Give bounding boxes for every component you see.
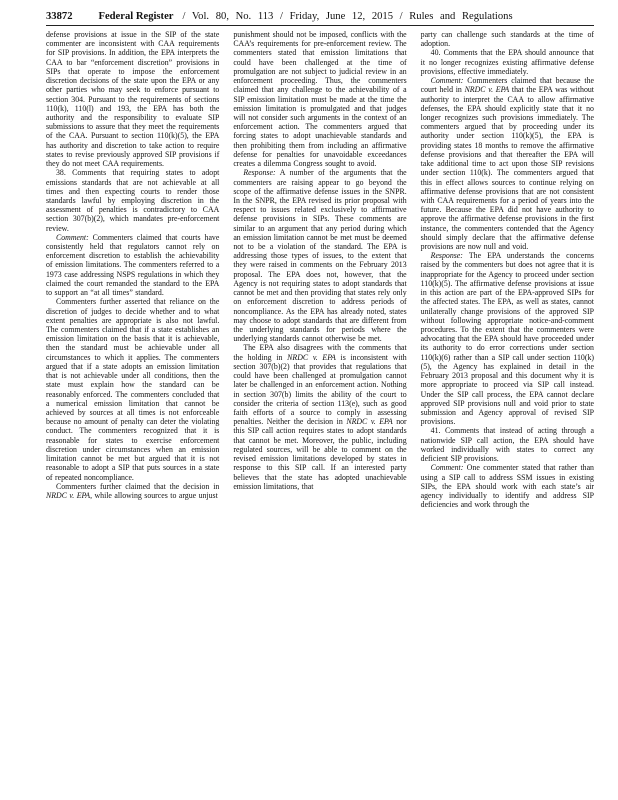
paragraph <box>421 426 594 463</box>
journal-title: Federal Register <box>98 10 174 22</box>
text-run: One commenter stated that rather than using a SIP call to address SSM issues in existing SIPs, the EPA should work with each state’s air agency individually to identify and address SIP deficiencies and work through the <box>420 463 594 510</box>
paragraph <box>46 30 219 168</box>
paragraph <box>421 48 594 76</box>
page-header <box>46 6 594 26</box>
italic-run: Comment: <box>430 463 464 473</box>
text-column-2 <box>233 30 406 794</box>
italic-run: Comment: <box>430 76 464 86</box>
text-run: The EPA also disagrees with the comments that the holding in <box>233 343 407 362</box>
text-run: The EPA understands the concerns raised by the commenters but does not agree that it is inappropriate for the Agency to proceed under section 110(k)(5). The affirmative defense provisions at issue in this action are part of the EPA-approved SIPs for the affected states. The EPA, as well as states, cannot unilaterally change provisions of the approved SIP without following appropriate notice-and-comment procedures. To the extent that the commenters were advocating that the EPA should have proceeded under its authority to do error corrections under section 110(k)(6) rather than a SIP call under section 110(k)(5), the Agency has explained in detail in the February 2013 proposal and this document why it is more appropriate to proceed via SIP call instead. Under the SIP call process, the EPA cannot declare approved SIP provisions null and void prior to state submission and Agency approval of revised SIP provisions. <box>420 251 594 427</box>
text-run: 41. Comments that instead of acting through a nationwide SIP call action, the EPA should have worked individually with states to correct any deficient SIP provisions. <box>420 426 594 464</box>
header-rule <box>46 25 594 26</box>
paragraph <box>46 168 219 233</box>
text-run: A number of the arguments that the commenters are raising appear to go beyond the scope of the affirmative defense issues in the SNPR. In the SNPR, the EPA revised its prior proposal with respect to issues related exclusively to affirmative defense provisions in SIPs. These comments are similar to an argument that any period during which an emission limitation cannot be met must be deemed not to be a violation of the standard. The EPA is addressing those types of issues, to the extent that they were raised in comments on the February 2013 proposal. The EPA does not, however, that the Agency is not requiring states to adopt standards that cannot be met and then providing that states rely only on enforcement discretion to address periods of noncompliance. As the EPA has already noted, states may choose to adopt standards that are different from the underlying standards for periods where the underlying standards cannot otherwise be met. <box>233 168 407 344</box>
text-run: Commenters claimed that because the court held in <box>420 76 594 95</box>
page-number: 33872 <box>46 10 73 22</box>
italic-run: NRDC v. EPA, <box>46 490 93 500</box>
text-column-1 <box>46 30 219 794</box>
paragraph <box>233 168 406 343</box>
text-run: Commenters claimed that courts have consistently held that regulators cannot rely on enforcement discretion to establish the achievability of emission limitations. The commenters referred to a 1973 case addressing NSPS regulations in which they claimed the court remanded the standard to the EPA to support an “at all times” standard. <box>46 232 220 298</box>
italic-run: NRDC v. EPA <box>464 85 510 95</box>
body-columns <box>46 30 594 794</box>
paragraph <box>46 297 219 481</box>
paragraph <box>421 251 594 426</box>
paragraph <box>46 482 219 500</box>
text-run: 40. Comments that the EPA should announce that it no longer recognizes existing affirmative defense provisions, effective immediately. <box>420 48 594 76</box>
paragraph <box>233 30 406 168</box>
text-run: while allowing sources to argue unjust <box>92 490 218 500</box>
paragraph <box>421 30 594 48</box>
italic-run: Response: <box>430 251 463 261</box>
italic-run: NRDC v. EPA <box>287 352 336 362</box>
text-run: is inconsistent with section 307(b)(2) that provides that regulations that could have been challenged at promulgation cannot later be challenged in an enforcement action. Nothing in section 307(b) limits the ability of the court to consider the criteria of section 113(e), such as good faith efforts of a source to comply in assessing penalties. Neither the decision in <box>233 352 407 427</box>
italic-run: Response: <box>243 168 276 178</box>
paragraph <box>233 343 406 491</box>
text-run: Commenters further asserted that reliance on the discretion of judges to decide whether and to what extent penalties are appropriate is also not lawful. The commenters claimed that if a state establishes an emission limitation on the basis that it is achievable, then the standard must be achievable under all circumstances to which it applies. The commenters argued that if a state adopts an emission limitation that is not achievable under all conditions, then the state must explain how the standard can be reasonably enforced. The commenters concluded that a numerical emission limitation that cannot be achieved by sources at all times is not enforceable because no amount of penalty can deter the violating conduct. The commenters recognized that it is reasonable for states to exercise enforcement discretion under circumstances when an emission limitation cannot be met but argued that it is not reasonable to adopt a SIP that puts sources in a state of repeated noncompliance. <box>46 297 220 482</box>
text-run: punishment should not be imposed, conflicts with the CAA’s requirements for pre-enforcement review. The commenters stated that emission limitations that could have been challenged at the time of promulgation are not subject to judicial review in an enforcement proceeding. Thus, the commenters claimed that any challenge to the achievability of a SIP emission limitation must be made at the time the emission limitation is promulgated and that judges will not consider such arguments in the context of an enforcement action. The commenters argued that forcing states to adopt unachievable standards and then prohibiting them from including an affirmative defense for penalties for unavoidable exceedances creates a dilemma Congress sought to avoid. <box>233 30 407 169</box>
issue-details: / Vol. 80, No. 113 / Friday, June 12, 2015 / Rules and Regulations <box>182 10 513 22</box>
text-run: nor this SIP call action requires states to adopt standards that cannot be met. Moreover, the public, including regulated sources, will be able to comment on the revised emission limitations developed by states in response to this SIP call. If an interested party believes that the state has adopted unachievable emission limitations, that <box>233 417 407 491</box>
italic-run: NRDC v. EPA <box>346 417 393 427</box>
text-run: Commenters further claimed that the decision in <box>56 481 220 491</box>
paragraph <box>421 76 594 251</box>
text-column-3 <box>421 30 594 794</box>
text-run: that the EPA was without authority to interpret the CAA to allow affirmative defenses, the EPA should explicitly state that it no longer recognizes such provisions immediately. The commenters argued that by proceeding under its authority under section 110(k)(5), the EPA is providing states 18 months to remove the affirmative defense provisions and that thereafter the EPA will take additional time to act upon those SIP revisions under section 110(k). The commenters argued that this in effect allows sources to continue relying on affirmative defense provisions that are not consistent with CAA requirements for a period of years into the future. Because the EPA did not have authority to approve the affirmative defense provisions in the first instance, the commenters contended that the Agency should simply declare that the affirmative defense provisions are now null and void. <box>420 85 594 252</box>
text-run: 38. Comments that requiring states to adopt emissions standards that are not achievable at all times and then expecting courts to render those standards lawful by employing discretion in the assessment of penalties is contradictory to CAA section 307(b)(2), which mandates pre-enforcement review. <box>46 168 220 233</box>
text-run: defense provisions at issue in the SIP of the state commenter are inconsistent with CAA requirements for SIP provisions. In addition, the EPA interprets the CAA to bar “enforcement discretion” provisions in SIPs that operate to impose the enforcement discretion decisions of the state upon the EPA or any other parties who may seek to enforce pursuant to section 304. Pursuant to the requirements of sections 110(k), 110(l) and 193, the EPA has both the authority and the responsibility to evaluate SIP submissions to assure that they meet the requirements of the CAA. Pursuant to section 110(k)(5), the EPA has authority and discretion to take action to require states to revise previously approved SIP provisions if they do not meet CAA requirements. <box>46 30 220 169</box>
text-run: party can challenge such standards at the time of adoption. <box>420 30 594 49</box>
italic-run: Comment: <box>56 232 89 242</box>
paragraph <box>46 233 219 298</box>
paragraph <box>421 463 594 509</box>
